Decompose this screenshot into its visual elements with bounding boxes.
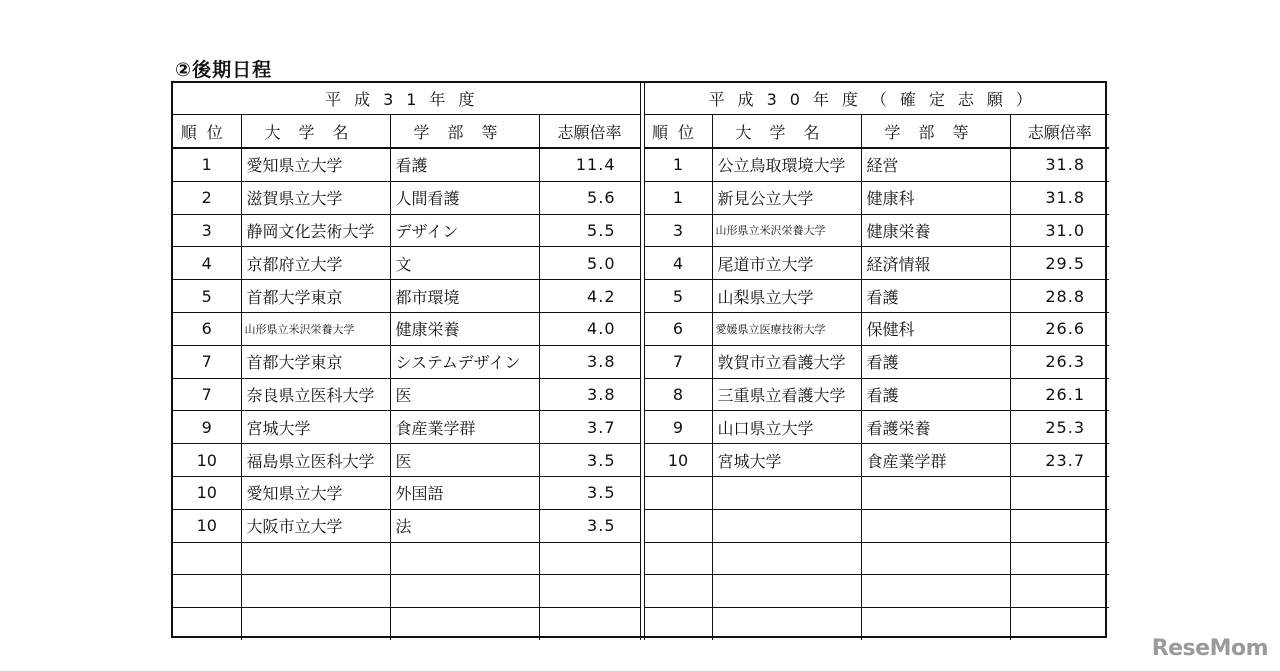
resemom-logo: ReseMom bbox=[1151, 636, 1268, 661]
cell-faculty: 法 bbox=[390, 509, 539, 542]
ranking-tables bbox=[171, 81, 1107, 638]
cell-university: 首都大学東京 bbox=[241, 280, 390, 313]
cell-rank: 3 bbox=[644, 214, 712, 247]
table-row bbox=[173, 148, 640, 181]
cell-ratio: 31.8 bbox=[1010, 181, 1109, 214]
cell-rank: 8 bbox=[644, 378, 712, 411]
cell-rank: 10 bbox=[173, 444, 241, 477]
table-row bbox=[644, 575, 1109, 608]
cell-university: 新見公立大学 bbox=[712, 181, 861, 214]
col-header-ratio: 志願倍率 bbox=[539, 115, 640, 149]
cell-faculty: 健康科 bbox=[861, 181, 1010, 214]
cell-faculty: 外国語 bbox=[390, 476, 539, 509]
cell-ratio: 3.5 bbox=[539, 476, 640, 509]
cell-university: 山梨県立大学 bbox=[712, 280, 861, 313]
cell-ratio bbox=[1010, 575, 1109, 608]
year-header-h30: 平成30年度（確定志願） bbox=[644, 83, 1109, 115]
cell-ratio: 25.3 bbox=[1010, 411, 1109, 444]
cell-rank: 7 bbox=[173, 345, 241, 378]
cell-faculty: 文 bbox=[390, 247, 539, 280]
cell-university bbox=[241, 542, 390, 575]
cell-rank bbox=[644, 509, 712, 542]
cell-ratio: 5.5 bbox=[539, 214, 640, 247]
cell-faculty: デザイン bbox=[390, 214, 539, 247]
table-row bbox=[644, 345, 1109, 378]
page-title: ②後期日程 bbox=[175, 59, 273, 81]
cell-faculty bbox=[390, 542, 539, 575]
cell-faculty: 健康栄養 bbox=[390, 312, 539, 345]
cell-faculty: 経営 bbox=[861, 148, 1010, 181]
table-row bbox=[644, 181, 1109, 214]
cell-rank: 10 bbox=[173, 509, 241, 542]
cell-faculty: 看護栄養 bbox=[861, 411, 1010, 444]
table-row bbox=[644, 214, 1109, 247]
cell-ratio bbox=[539, 542, 640, 575]
table-row bbox=[644, 542, 1109, 575]
col-header-university: 大学名 bbox=[712, 115, 861, 149]
cell-rank bbox=[644, 476, 712, 509]
table-row bbox=[173, 608, 640, 640]
cell-rank: 2 bbox=[173, 181, 241, 214]
col-header-faculty: 学部等 bbox=[390, 115, 539, 149]
table-row bbox=[644, 280, 1109, 313]
cell-rank: 3 bbox=[173, 214, 241, 247]
cell-faculty: 医 bbox=[390, 378, 539, 411]
cell-faculty: 保健科 bbox=[861, 312, 1010, 345]
cell-rank: 9 bbox=[644, 411, 712, 444]
cell-faculty bbox=[861, 575, 1010, 608]
cell-university bbox=[712, 608, 861, 640]
cell-rank bbox=[173, 608, 241, 640]
table-row bbox=[644, 411, 1109, 444]
table-row bbox=[173, 411, 640, 444]
cell-faculty bbox=[861, 608, 1010, 640]
cell-faculty: 看護 bbox=[390, 148, 539, 181]
cell-rank bbox=[644, 542, 712, 575]
cell-ratio bbox=[1010, 542, 1109, 575]
cell-ratio: 29.5 bbox=[1010, 247, 1109, 280]
cell-university bbox=[241, 608, 390, 640]
cell-university: 首都大学東京 bbox=[241, 345, 390, 378]
cell-ratio: 3.8 bbox=[539, 378, 640, 411]
table-row bbox=[173, 214, 640, 247]
cell-university bbox=[241, 575, 390, 608]
table-row bbox=[644, 312, 1109, 345]
cell-ratio: 11.4 bbox=[539, 148, 640, 181]
cell-university: 京都府立大学 bbox=[241, 247, 390, 280]
cell-faculty: 経済情報 bbox=[861, 247, 1010, 280]
cell-ratio: 23.7 bbox=[1010, 444, 1109, 477]
cell-university: 公立鳥取環境大学 bbox=[712, 148, 861, 181]
cell-university bbox=[712, 575, 861, 608]
table-row bbox=[173, 444, 640, 477]
cell-rank bbox=[173, 575, 241, 608]
cell-university: 静岡文化芸術大学 bbox=[241, 214, 390, 247]
cell-faculty: 食産業学群 bbox=[861, 444, 1010, 477]
cell-rank: 5 bbox=[173, 280, 241, 313]
cell-university: 山口県立大学 bbox=[712, 411, 861, 444]
table-row bbox=[173, 181, 640, 214]
cell-ratio: 5.6 bbox=[539, 181, 640, 214]
cell-faculty bbox=[861, 542, 1010, 575]
cell-rank bbox=[173, 542, 241, 575]
cell-university: 愛知県立大学 bbox=[241, 476, 390, 509]
cell-university: 愛知県立大学 bbox=[241, 148, 390, 181]
table-row bbox=[173, 247, 640, 280]
table-row bbox=[173, 345, 640, 378]
cell-university: 山形県立米沢栄養大学 bbox=[241, 312, 390, 345]
cell-ratio: 4.2 bbox=[539, 280, 640, 313]
table-row bbox=[644, 509, 1109, 542]
cell-faculty: 看護 bbox=[861, 345, 1010, 378]
cell-faculty: 人間看護 bbox=[390, 181, 539, 214]
table-row bbox=[173, 280, 640, 313]
table-h31 bbox=[173, 83, 641, 640]
cell-rank: 6 bbox=[173, 312, 241, 345]
cell-ratio: 26.1 bbox=[1010, 378, 1109, 411]
col-header-rank: 順位 bbox=[173, 115, 241, 149]
cell-ratio: 5.0 bbox=[539, 247, 640, 280]
cell-university: 愛媛県立医療技術大学 bbox=[712, 312, 861, 345]
cell-ratio bbox=[1010, 476, 1109, 509]
cell-university bbox=[712, 476, 861, 509]
cell-ratio bbox=[1010, 509, 1109, 542]
table-row bbox=[173, 312, 640, 345]
table-row bbox=[644, 476, 1109, 509]
cell-rank: 1 bbox=[644, 148, 712, 181]
cell-faculty: 看護 bbox=[861, 280, 1010, 313]
col-header-university: 大学名 bbox=[241, 115, 390, 149]
cell-university: 滋賀県立大学 bbox=[241, 181, 390, 214]
cell-faculty: 看護 bbox=[861, 378, 1010, 411]
cell-university: 宮城大学 bbox=[241, 411, 390, 444]
cell-ratio: 26.6 bbox=[1010, 312, 1109, 345]
table-row bbox=[644, 378, 1109, 411]
table-row bbox=[644, 247, 1109, 280]
cell-rank: 1 bbox=[644, 181, 712, 214]
cell-ratio: 26.3 bbox=[1010, 345, 1109, 378]
cell-university: 敦賀市立看護大学 bbox=[712, 345, 861, 378]
cell-rank bbox=[644, 575, 712, 608]
col-header-faculty: 学部等 bbox=[861, 115, 1010, 149]
cell-rank: 10 bbox=[173, 476, 241, 509]
cell-university bbox=[712, 542, 861, 575]
year-header-h31: 平成31年度 bbox=[173, 83, 640, 115]
cell-rank: 1 bbox=[173, 148, 241, 181]
cell-rank: 9 bbox=[173, 411, 241, 444]
cell-rank: 7 bbox=[644, 345, 712, 378]
cell-university bbox=[712, 509, 861, 542]
cell-ratio: 3.5 bbox=[539, 509, 640, 542]
cell-ratio: 31.8 bbox=[1010, 148, 1109, 181]
cell-faculty bbox=[390, 575, 539, 608]
table-row bbox=[173, 476, 640, 509]
cell-faculty bbox=[861, 509, 1010, 542]
table-row bbox=[173, 509, 640, 542]
cell-university: 宮城大学 bbox=[712, 444, 861, 477]
cell-rank: 5 bbox=[644, 280, 712, 313]
cell-faculty: 都市環境 bbox=[390, 280, 539, 313]
cell-faculty: 医 bbox=[390, 444, 539, 477]
cell-faculty: 健康栄養 bbox=[861, 214, 1010, 247]
col-header-ratio: 志願倍率 bbox=[1010, 115, 1109, 149]
table-row bbox=[173, 378, 640, 411]
cell-ratio bbox=[539, 575, 640, 608]
cell-ratio: 28.8 bbox=[1010, 280, 1109, 313]
cell-ratio: 3.7 bbox=[539, 411, 640, 444]
table-row bbox=[173, 575, 640, 608]
col-header-rank: 順位 bbox=[644, 115, 712, 149]
table-row bbox=[173, 542, 640, 575]
cell-rank bbox=[644, 608, 712, 640]
cell-rank: 7 bbox=[173, 378, 241, 411]
cell-faculty: システムデザイン bbox=[390, 345, 539, 378]
cell-faculty: 食産業学群 bbox=[390, 411, 539, 444]
table-row bbox=[644, 148, 1109, 181]
cell-university: 奈良県立医科大学 bbox=[241, 378, 390, 411]
cell-faculty bbox=[390, 608, 539, 640]
cell-university: 三重県立看護大学 bbox=[712, 378, 861, 411]
table-h30 bbox=[644, 83, 1110, 640]
cell-faculty bbox=[861, 476, 1010, 509]
cell-university: 福島県立医科大学 bbox=[241, 444, 390, 477]
cell-university: 大阪市立大学 bbox=[241, 509, 390, 542]
cell-ratio: 31.0 bbox=[1010, 214, 1109, 247]
cell-university: 山形県立米沢栄養大学 bbox=[712, 214, 861, 247]
table-row bbox=[644, 608, 1109, 640]
cell-rank: 4 bbox=[173, 247, 241, 280]
table-row bbox=[644, 444, 1109, 477]
cell-ratio: 3.8 bbox=[539, 345, 640, 378]
cell-rank: 10 bbox=[644, 444, 712, 477]
cell-university: 尾道市立大学 bbox=[712, 247, 861, 280]
cell-ratio: 4.0 bbox=[539, 312, 640, 345]
cell-rank: 6 bbox=[644, 312, 712, 345]
cell-rank: 4 bbox=[644, 247, 712, 280]
cell-ratio: 3.5 bbox=[539, 444, 640, 477]
cell-ratio bbox=[539, 608, 640, 640]
cell-ratio bbox=[1010, 608, 1109, 640]
